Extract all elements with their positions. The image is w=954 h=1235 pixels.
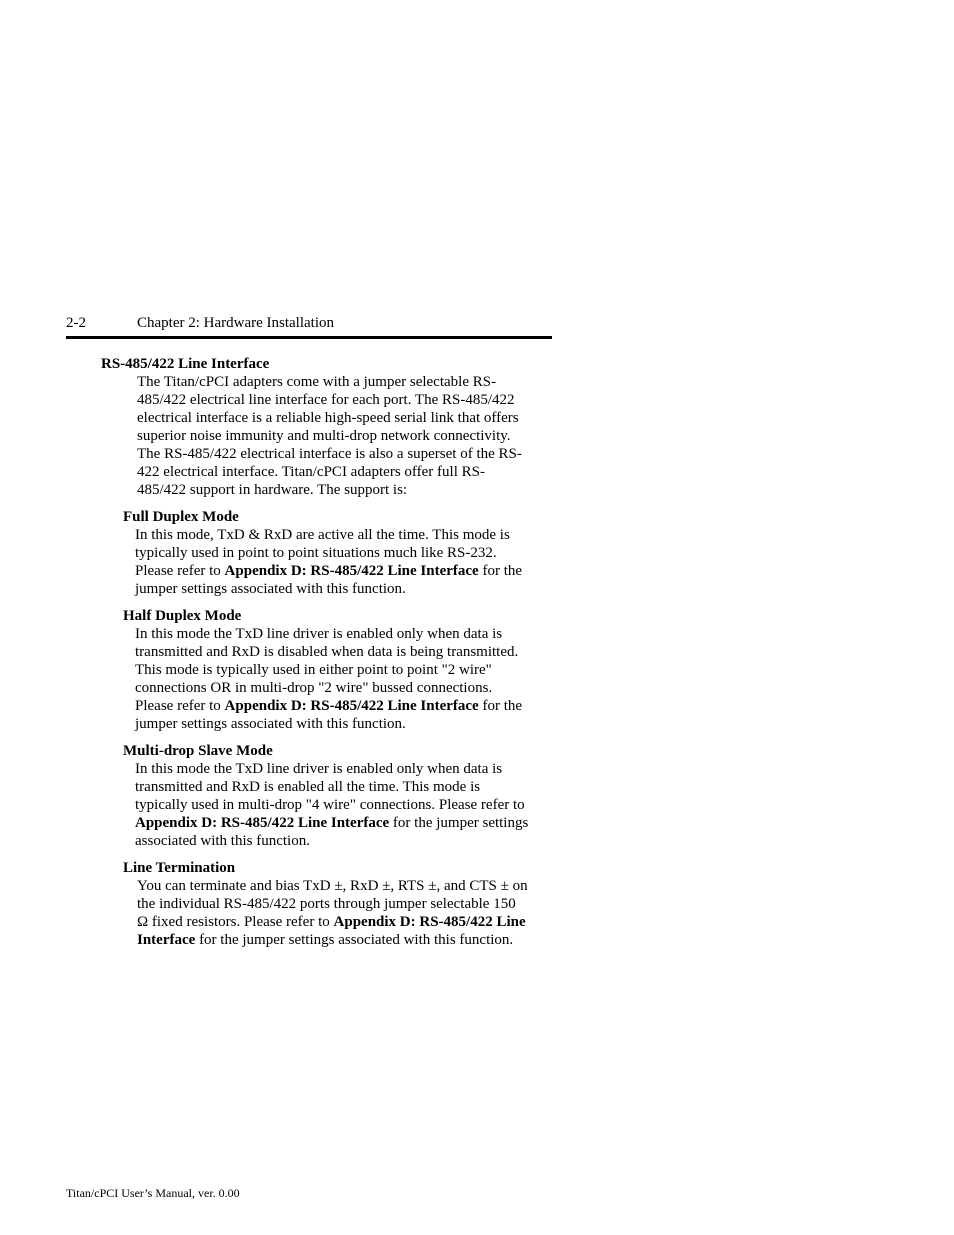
chapter-title: Chapter 2: Hardware Installation: [137, 315, 335, 331]
text-span: Please refer to: [135, 698, 225, 714]
section-heading: RS-485/422 Line Interface: [101, 356, 270, 372]
appendix-reference: Appendix D: RS-485/422 Line Interface: [224, 563, 479, 579]
text-line: [137, 913, 528, 931]
text-line: The Titan/cPCI adapters come with a jumper selectable RS-: [137, 374, 497, 390]
text-line: This mode is typically used in either point to point "2 wire": [135, 662, 492, 678]
text-line: connections OR in multi-drop "2 wire" bussed connections.: [135, 680, 493, 696]
text-line: jumper settings associated with this function.: [135, 716, 406, 732]
page-footer: Titan/cPCI User’s Manual, ver. 0.00: [66, 1186, 240, 1200]
text-line: [135, 697, 522, 715]
multidrop-heading: Multi-drop Slave Mode: [123, 743, 273, 759]
text-line: superior noise immunity and multi-drop network connectivity.: [137, 428, 511, 444]
multidrop-paragraph: [135, 760, 528, 850]
text-line: 485/422 electrical line interface for each port. The RS-485/422: [137, 392, 515, 408]
text-line: [137, 931, 528, 949]
full-duplex-paragraph: [135, 526, 522, 598]
text-line: typically used in multi-drop "4 wire" connections. Please refer to: [135, 797, 525, 813]
appendix-reference: Appendix D: RS-485/422 Line: [333, 914, 526, 930]
half-duplex-paragraph: [135, 625, 522, 733]
text-span: for the: [478, 563, 523, 579]
termination-heading: Line Termination: [123, 860, 236, 876]
termination-paragraph: [137, 877, 528, 949]
text-line: typically used in point to point situations much like RS-232.: [135, 545, 497, 561]
text-line: electrical interface is a reliable high-speed serial link that offers: [137, 410, 519, 426]
text-line: transmitted and RxD is enabled all the time. This mode is: [135, 779, 481, 795]
appendix-reference: Appendix D: RS-485/422 Line Interface: [135, 815, 390, 831]
text-span: for the jumper settings: [389, 815, 529, 831]
half-duplex-heading: Half Duplex Mode: [123, 608, 242, 624]
text-line: [135, 562, 522, 580]
text-line: jumper settings associated with this function.: [135, 581, 406, 597]
text-span: for the: [478, 698, 523, 714]
text-span: Ω fixed resistors. Please refer to: [137, 914, 334, 930]
intro-paragraph: [137, 373, 522, 499]
text-line: In this mode, TxD & RxD are active all the time. This mode is: [135, 527, 510, 543]
full-duplex-heading: Full Duplex Mode: [123, 509, 239, 525]
text-line: the individual RS-485/422 ports through jumper selectable 150: [137, 896, 516, 912]
text-span: Please refer to: [135, 563, 225, 579]
text-line: You can terminate and bias TxD ±, RxD ±, RTS ±, and CTS ± on: [137, 878, 528, 894]
text-line: In this mode the TxD line driver is enabled only when data is: [135, 761, 503, 777]
text-line: 485/422 support in hardware. The support is:: [137, 482, 408, 498]
text-span: for the jumper settings associated with this function.: [195, 932, 514, 948]
text-line: 422 electrical interface. Titan/cPCI adapters offer full RS-: [137, 464, 485, 480]
text-line: In this mode the TxD line driver is enabled only when data is: [135, 626, 503, 642]
text-line: transmitted and RxD is disabled when data is being transmitted.: [135, 644, 519, 660]
text-line: associated with this function.: [135, 833, 310, 849]
text-line: [135, 814, 528, 832]
appendix-reference: Interface: [137, 932, 196, 948]
appendix-reference: Appendix D: RS-485/422 Line Interface: [224, 698, 479, 714]
page-header: [66, 314, 552, 339]
text-line: The RS-485/422 electrical interface is also a superset of the RS-: [137, 446, 522, 462]
page-number: 2-2: [66, 315, 86, 331]
